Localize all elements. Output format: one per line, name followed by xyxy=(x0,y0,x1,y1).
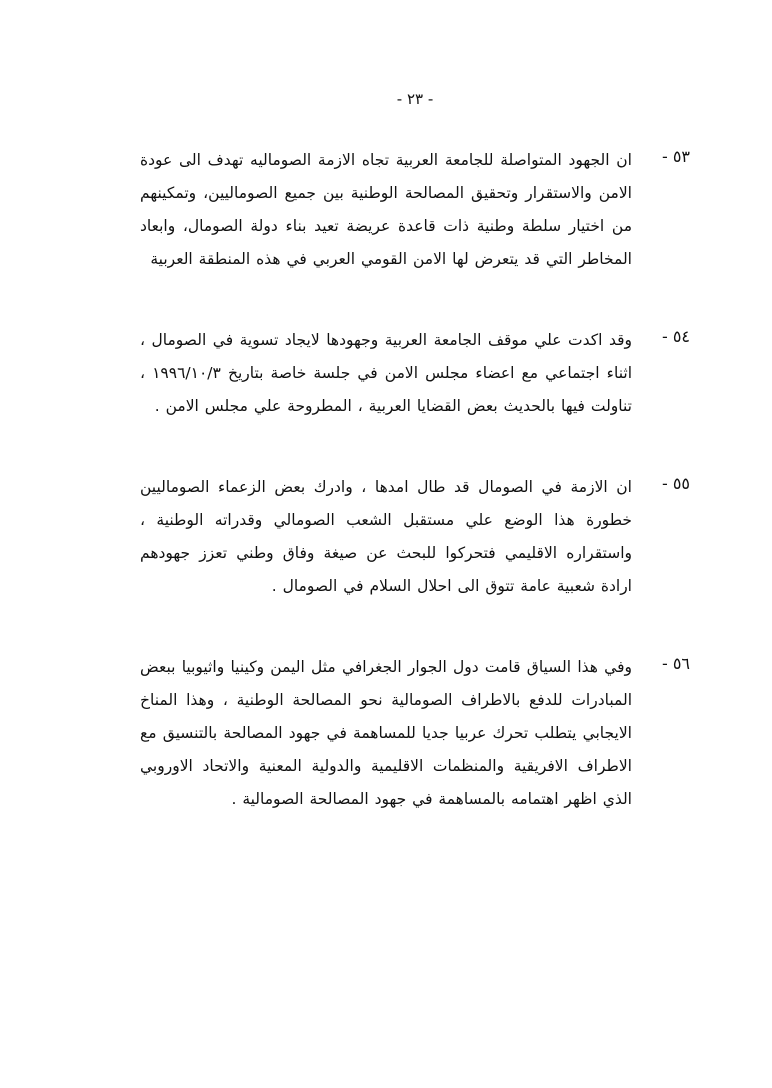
paragraph-55-text: ان الازمة في الصومال قد طال امدها ، وادرك بعض الزعماء الصوماليين خطورة هذا الوضع علي مستقبل الشعب الصومالي وقدراته الوطنية ، واستقراره الاقليمي فتحركوا للبحث عن صيغة وفاق وطني تعزز جهودهم ارادة شعبية عامة تتوق الى احلال السلام في الصومال . xyxy=(140,478,632,595)
paragraph-53 xyxy=(140,144,690,276)
paragraph-54-number: ٥٤ - xyxy=(661,327,690,346)
page-number: - ٢٣ - xyxy=(396,90,434,108)
paragraph-53-text: ان الجهود المتواصلة للجامعة العربية تجاه الازمة الصوماليه تهدف الى عودة الامن والاستقرار وتحقيق المصالحة الوطنية بين جميع الصوماليين، وتمكينهم من اختيار سلطة وطنية ذات قاعدة عريضة تعيد بناء دولة الصومال، وابعاد المخاطر التي قد يتعرض لها الامن القومي العربي في هذه المنطقة العربية xyxy=(140,151,632,268)
paragraph-54 xyxy=(140,324,690,423)
paragraph-55-number: ٥٥ - xyxy=(661,474,690,493)
paragraph-56-text: وفي هذا السياق قامت دول الجوار الجغرافي مثل اليمن وكينيا واثيوبيا ببعض المبادرات للدفع بالاطراف الصومالية نحو المصالحة الوطنية ، وهذا المناخ الايجابي يتطلب تحرك عربيا جديا للمساهمة في جهود المصالحة بالتنسيق مع الاطراف الافريقية والمنظمات الاقليمية والدولية المعنية والاتحاد الاوروبي الذي اظهر اهتمامه بالمساهمة في جهود المصالحة الصومالية . xyxy=(140,658,632,808)
paragraph-54-text: وقد اكدت علي موقف الجامعة العربية وجهودها لايجاد تسوية في الصومال ، اثناء اجتماعي مع اعضاء مجلس الامن في جلسة خاصة بتاريخ ١٩٩٦/١٠/٣ ، تناولت فيها بالحديث بعض القضايا العربية ، المطروحة علي مجلس الامن . xyxy=(140,331,632,415)
paragraph-55 xyxy=(140,471,690,603)
paragraph-53-number: ٥٣ - xyxy=(661,147,690,166)
paragraph-56 xyxy=(140,651,690,816)
paragraph-list xyxy=(140,144,690,816)
paragraph-56-number: ٥٦ - xyxy=(661,654,690,673)
